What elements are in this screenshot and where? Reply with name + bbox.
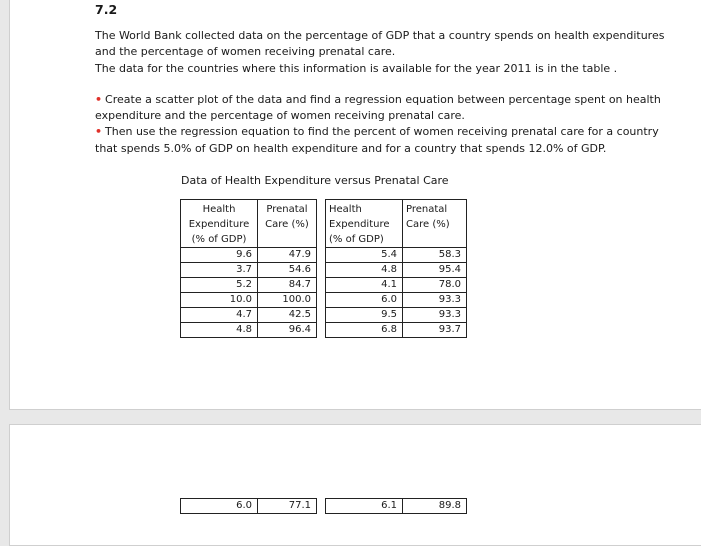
- task-1-line-2: expenditure and the percentage of women receiving prenatal care.: [95, 109, 465, 122]
- cell-health: 6.0: [326, 293, 403, 308]
- data-table-right-continued: [325, 498, 467, 514]
- header-text: Expenditure: [188, 219, 250, 230]
- cell-prenatal: 47.9: [258, 248, 317, 263]
- header-health-expenditure: [181, 200, 258, 248]
- cell-prenatal: 58.3: [403, 248, 467, 263]
- cell-prenatal: 96.4: [258, 323, 317, 338]
- table-row: [181, 293, 317, 308]
- cell-health: 6.1: [326, 499, 403, 514]
- cell-health: 9.6: [181, 248, 258, 263]
- header-text: (% of GDP): [329, 234, 384, 245]
- header-text: Health: [202, 204, 236, 215]
- cell-health: 3.7: [181, 263, 258, 278]
- cell-health: 4.8: [326, 263, 403, 278]
- cell-health: 5.4: [326, 248, 403, 263]
- table-row: [181, 499, 317, 514]
- cell-health: 4.7: [181, 308, 258, 323]
- section-heading: 7.2: [95, 2, 118, 17]
- table-row: [181, 308, 317, 323]
- cell-health: 4.8: [181, 323, 258, 338]
- cell-health: 10.0: [181, 293, 258, 308]
- table-row: [181, 278, 317, 293]
- cell-prenatal: 77.1: [258, 499, 317, 514]
- intro-line-3: The data for the countries where this information is available for the year 2011 is in the table .: [95, 62, 618, 75]
- header-text: Expenditure: [329, 219, 390, 230]
- header-text: Prenatal: [266, 204, 308, 215]
- cell-health: 6.8: [326, 323, 403, 338]
- cell-prenatal: 84.7: [258, 278, 317, 293]
- cell-prenatal: 93.3: [403, 308, 467, 323]
- table-header-row: [181, 200, 317, 248]
- cell-prenatal: 54.6: [258, 263, 317, 278]
- intro-line-2: and the percentage of women receiving prenatal care.: [95, 45, 396, 58]
- cell-prenatal: 95.4: [403, 263, 467, 278]
- task-2-line-1: Then use the regression equation to find the percent of women receiving prenatal care for a country: [105, 125, 659, 138]
- cell-prenatal: 93.7: [403, 323, 467, 338]
- table-row: [326, 323, 467, 338]
- task-1-line-1: Create a scatter plot of the data and find a regression equation between percentage spent on health: [105, 93, 661, 106]
- table-row: [181, 248, 317, 263]
- header-prenatal-care: [258, 200, 317, 248]
- table-row: [181, 263, 317, 278]
- task-2-line-2: that spends 5.0% of GDP on health expenditure and for a country that spends 12.0% of GDP.: [95, 142, 607, 155]
- cell-prenatal: 42.5: [258, 308, 317, 323]
- bullet-icon: •: [95, 93, 103, 106]
- table-row: [326, 248, 467, 263]
- table-row: [326, 308, 467, 323]
- cell-prenatal: 89.8: [403, 499, 467, 514]
- task-1: [95, 92, 661, 108]
- task-2: [95, 124, 659, 140]
- header-text: Health: [329, 204, 362, 215]
- header-prenatal-care: [403, 200, 467, 248]
- table-row: [181, 323, 317, 338]
- cell-prenatal: 78.0: [403, 278, 467, 293]
- table-row: [326, 263, 467, 278]
- header-health-expenditure: [326, 200, 403, 248]
- table-caption: Data of Health Expenditure versus Prenatal Care: [181, 174, 449, 187]
- table-row: [326, 499, 467, 514]
- cell-health: 9.5: [326, 308, 403, 323]
- data-table-left-continued: [180, 498, 317, 514]
- cell-prenatal: 100.0: [258, 293, 317, 308]
- intro-line-1: The World Bank collected data on the percentage of GDP that a country spends on health expenditures: [95, 29, 665, 42]
- header-text: Prenatal: [406, 204, 448, 215]
- header-text: Care (%): [406, 219, 450, 230]
- document-page-2: [9, 424, 701, 546]
- data-table-left: [180, 199, 317, 338]
- cell-health: 5.2: [181, 278, 258, 293]
- cell-health: 6.0: [181, 499, 258, 514]
- header-text: (% of GDP): [191, 234, 247, 245]
- table-row: [326, 278, 467, 293]
- bullet-icon: •: [95, 125, 103, 138]
- cell-prenatal: 93.3: [403, 293, 467, 308]
- table-header-row: [326, 200, 467, 248]
- header-text: Care (%): [265, 219, 309, 230]
- cell-health: 4.1: [326, 278, 403, 293]
- table-row: [326, 293, 467, 308]
- data-table-right: [325, 199, 467, 338]
